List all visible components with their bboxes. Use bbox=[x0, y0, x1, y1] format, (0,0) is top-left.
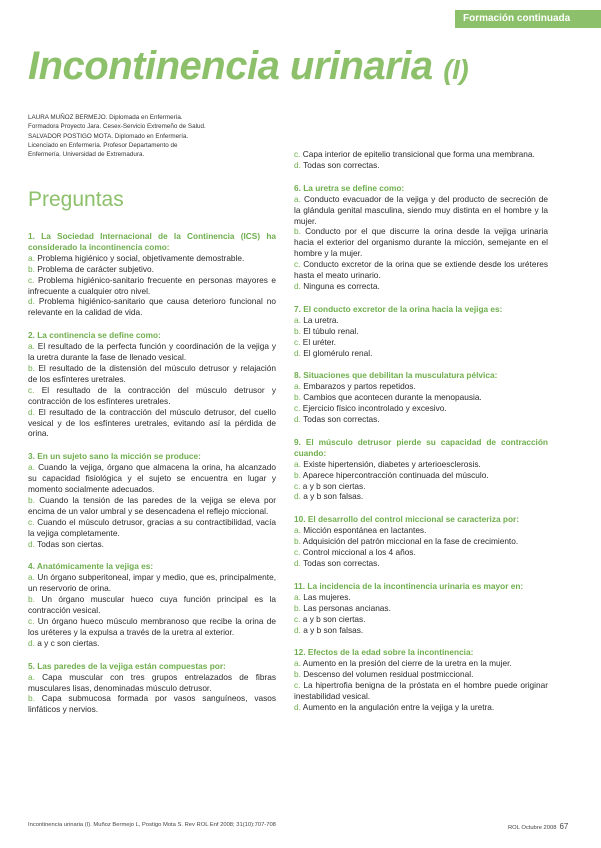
option-text: Cambios que acontecen durante la menopausia. bbox=[303, 392, 482, 403]
option-letter: c. bbox=[28, 274, 35, 285]
question-5-continuation bbox=[294, 149, 548, 171]
answer-option bbox=[294, 381, 548, 392]
option-letter: d. bbox=[294, 280, 301, 291]
question-block bbox=[28, 661, 276, 716]
answer-option bbox=[294, 481, 548, 492]
answer-option bbox=[294, 414, 548, 425]
answer-option bbox=[28, 572, 276, 594]
option-letter: a. bbox=[28, 572, 35, 583]
option-letter: c. bbox=[294, 149, 301, 159]
question-text: 6. La uretra se define como: bbox=[294, 182, 405, 193]
question-text: 2. La continencia se define como: bbox=[28, 330, 161, 341]
answer-option bbox=[294, 592, 548, 603]
option-text: Aumento en la angulación entre la vejiga y la uretra. bbox=[302, 701, 495, 712]
option-letter: b. bbox=[294, 602, 301, 613]
option-letter: b. bbox=[28, 263, 35, 274]
answer-option bbox=[28, 385, 276, 407]
option-letter: d. bbox=[294, 491, 301, 502]
option-text: Todas son correctas. bbox=[303, 159, 380, 170]
option-letter: d. bbox=[294, 347, 301, 358]
question-text: 10. El desarrollo del control miccional se caracteriza por: bbox=[294, 514, 520, 525]
option-text: a y c son ciertas. bbox=[37, 637, 100, 648]
answer-option bbox=[28, 495, 276, 517]
option-text: a y b son ciertas. bbox=[302, 613, 366, 624]
option-text: Cuando la tensión de las paredes de la vejiga se eleva por encima de un valor umbral y se desencadena el reflejo miccional. bbox=[28, 494, 277, 516]
option-letter: c. bbox=[294, 613, 301, 624]
author-line: Licenciado en Enfermería. Profesor Departamento de bbox=[28, 141, 178, 149]
answer-option bbox=[294, 348, 548, 359]
answer-option bbox=[28, 672, 276, 694]
answer-option bbox=[28, 275, 276, 297]
option-text: Capa muscular con tres grupos entrelazados de fibras musculares lisas, denominadas músculo detrusor. bbox=[28, 671, 276, 693]
answer-option bbox=[294, 470, 548, 481]
option-letter: b. bbox=[28, 693, 35, 704]
option-letter: d. bbox=[28, 296, 35, 307]
option-letter: a. bbox=[294, 314, 301, 325]
option-text: El resultado de la contracción del músculo detrusor y contracción de los esfínteres uretrales. bbox=[28, 384, 276, 406]
answer-option bbox=[294, 326, 548, 337]
question-block bbox=[294, 304, 548, 359]
question-block bbox=[294, 581, 548, 636]
option-letter: a. bbox=[28, 341, 35, 352]
answer-option bbox=[28, 693, 276, 715]
option-text: Ninguna es correcta. bbox=[303, 280, 380, 291]
answer-option bbox=[28, 462, 276, 495]
answer-option bbox=[294, 680, 548, 702]
answer-option bbox=[294, 614, 548, 625]
option-letter: a. bbox=[28, 671, 35, 682]
option-text: Capa submucosa formada por vasos sanguíneos, vasos linfáticos y nervios. bbox=[28, 693, 277, 715]
question-text: 12. Efectos de la edad sobre la incontinencia: bbox=[294, 647, 474, 658]
option-text: Todas son correctas. bbox=[303, 414, 380, 425]
answer-option bbox=[294, 658, 548, 669]
option-letter: b. bbox=[294, 325, 301, 336]
question-block bbox=[294, 183, 548, 292]
answer-option bbox=[294, 337, 548, 348]
question-text: 11. La incidencia de la incontinencia urinaria es mayor en: bbox=[294, 580, 524, 591]
option-letter: a. bbox=[28, 252, 35, 263]
answer-option bbox=[28, 341, 276, 363]
option-letter: c. bbox=[294, 403, 301, 414]
answer-option bbox=[294, 547, 548, 558]
journal-issue: ROL Octubre 2008 bbox=[508, 825, 557, 831]
answer-option bbox=[294, 403, 548, 414]
answer-option bbox=[294, 702, 548, 713]
title-part: (I) bbox=[443, 54, 469, 85]
option-letter: d. bbox=[294, 624, 301, 635]
answer-option bbox=[28, 253, 276, 264]
option-text: Descenso del volumen residual postmiccional. bbox=[303, 669, 474, 680]
answer-option bbox=[28, 363, 276, 385]
answer-option bbox=[294, 536, 548, 547]
option-text: a y b son ciertas. bbox=[302, 480, 366, 491]
footer-journal bbox=[508, 822, 568, 831]
option-text: El túbulo renal. bbox=[303, 325, 359, 336]
answer-option bbox=[294, 259, 548, 281]
option-text: Conducto excretor de la orina que se extiende desde los uréteres hasta el meato urinario. bbox=[294, 259, 548, 281]
option-letter: a. bbox=[294, 658, 301, 669]
question-block bbox=[294, 370, 548, 425]
option-letter: a. bbox=[294, 591, 301, 602]
answer-option bbox=[294, 315, 548, 326]
option-text: Aparece hipercontracción continuada del músculo. bbox=[302, 469, 489, 480]
left-column bbox=[28, 231, 276, 727]
option-letter: c. bbox=[28, 384, 35, 395]
option-letter: a. bbox=[28, 462, 35, 473]
option-text: Las personas ancianas. bbox=[303, 602, 391, 613]
option-letter: b. bbox=[28, 594, 35, 605]
question-block bbox=[294, 647, 548, 712]
article-title bbox=[28, 44, 468, 89]
answer-option bbox=[294, 669, 548, 680]
question-block bbox=[294, 437, 548, 502]
option-text: Aumento en la presión del cierre de la uretra en la mujer. bbox=[302, 658, 512, 669]
answer-option bbox=[28, 264, 276, 275]
title-main: Incontinencia urinaria bbox=[28, 44, 433, 88]
option-text: Existe hipertensión, diabetes y arterioesclerosis. bbox=[303, 458, 481, 469]
option-letter: b. bbox=[294, 392, 301, 403]
answer-option bbox=[294, 160, 548, 171]
question-text: 7. El conducto excretor de la orina hacia la vejiga es: bbox=[294, 303, 503, 314]
author-line: SALVADOR POSTIGO MOTA. Diplomado en Enfermería. bbox=[28, 132, 189, 140]
option-text: Un órgano muscular hueco cuya función principal es la contracción vesical. bbox=[28, 594, 277, 616]
option-letter: b. bbox=[294, 536, 301, 547]
option-text: Problema higiénico y social, objetivamente demostrable. bbox=[37, 252, 245, 263]
answer-option bbox=[294, 459, 548, 470]
answer-option bbox=[28, 616, 276, 638]
option-text: Conducto evacuador de la vejiga y del producto de secreción de la glándula genital masculina, siendo muy distinta en el hombre y la mujer. bbox=[294, 193, 548, 226]
option-text: Un órgano subperitoneal, impar y medio, que es, principalmente, un reservorio de orina. bbox=[28, 572, 276, 594]
option-letter: b. bbox=[28, 362, 35, 373]
option-text: El glomérulo renal. bbox=[303, 347, 373, 358]
question-text: 1. La Sociedad Internacional de la Continencia (ICS) ha considerado la incontinencia como: bbox=[28, 231, 276, 252]
answer-option bbox=[294, 558, 548, 569]
answer-option bbox=[28, 539, 276, 550]
answer-option bbox=[294, 194, 548, 227]
answer-option bbox=[28, 407, 276, 440]
option-text: Embarazos y partos repetidos. bbox=[303, 381, 416, 392]
right-questions bbox=[294, 183, 548, 713]
answer-option bbox=[294, 491, 548, 502]
option-letter: b. bbox=[28, 494, 35, 505]
option-text: Todas son ciertas. bbox=[37, 538, 104, 549]
option-letter: b. bbox=[294, 226, 301, 237]
page-number: 67 bbox=[559, 822, 569, 831]
option-letter: b. bbox=[294, 669, 301, 680]
question-block bbox=[28, 231, 276, 318]
question-block bbox=[28, 451, 276, 549]
answer-option bbox=[294, 392, 548, 403]
option-letter: d. bbox=[294, 159, 301, 170]
option-letter: d. bbox=[28, 538, 35, 549]
option-letter: c. bbox=[28, 516, 35, 527]
option-text: Conducto por el que discurre la orina desde la vejiga urinaria hacia el exterior del organismo durante la micción, semejante en el hombre y la mujer. bbox=[294, 226, 548, 259]
option-letter: d. bbox=[294, 414, 301, 425]
option-text: La uretra. bbox=[303, 314, 339, 325]
answer-option bbox=[28, 517, 276, 539]
answer-option bbox=[28, 296, 276, 318]
author-block bbox=[28, 113, 268, 159]
option-text: Un órgano hueco músculo membranoso que recibe la orina de los uréteres y la expulsa a través de la uretra al exterior. bbox=[28, 616, 276, 637]
option-letter: c. bbox=[294, 480, 301, 491]
option-letter: a. bbox=[294, 525, 301, 536]
option-text: Adquisición del patrón miccional en la fase de crecimiento. bbox=[302, 536, 519, 547]
question-block bbox=[28, 330, 276, 439]
option-text: Las mujeres. bbox=[303, 591, 351, 602]
question-text: 4. Anatómicamente la vejiga es: bbox=[28, 561, 154, 572]
option-text: Todas son correctas. bbox=[303, 558, 380, 568]
answer-option bbox=[28, 638, 276, 649]
question-text: 9. El músculo detrusor pierde su capacidad de contracción cuando: bbox=[294, 436, 548, 458]
option-text: El uréter. bbox=[302, 336, 336, 347]
option-text: El resultado de la contracción del músculo detrusor, del cuello vesical y de los esfínteres uretrales, evitando así la pérdida de orina. bbox=[28, 406, 276, 439]
option-letter: d. bbox=[28, 406, 35, 417]
option-letter: b. bbox=[294, 469, 301, 480]
option-text: Capa interior de epitelio transicional que forma una membrana. bbox=[302, 149, 535, 159]
option-text: El resultado de la perfecta función y coordinación de la vejiga y la uretra durante la fase de llenado vesical. bbox=[28, 341, 276, 363]
option-text: La hipertrofia benigna de la próstata en el hombre puede originar inestabilidad vesical. bbox=[294, 680, 548, 702]
option-text: El resultado de la distensión del músculo detrusor y relajación de los esfínteres uretrales. bbox=[28, 362, 276, 384]
right-column bbox=[294, 149, 548, 725]
option-letter: a. bbox=[294, 193, 301, 204]
answer-option bbox=[294, 603, 548, 614]
option-letter: c. bbox=[294, 547, 301, 558]
author-line: Formadora Proyecto Jara. Cesex-Servicio Extremeño de Salud. bbox=[28, 123, 206, 131]
option-text: Problema higiénico-sanitario frecuente en personas mayores e infrecuente a cualquier otro nivel. bbox=[28, 274, 276, 296]
author-line: Enfermería. Universidad de Extremadura. bbox=[28, 151, 145, 159]
option-text: Problema higiénico-sanitario que causa deterioro funcional no relevante en la calidad de vida. bbox=[28, 296, 276, 318]
option-letter: d. bbox=[294, 558, 301, 568]
question-block bbox=[28, 561, 276, 648]
option-letter: d. bbox=[294, 701, 301, 712]
option-letter: a. bbox=[294, 458, 301, 469]
option-letter: d. bbox=[28, 637, 35, 648]
option-text: Control miccional a los 4 años. bbox=[302, 547, 416, 558]
answer-option bbox=[294, 625, 548, 636]
answer-option bbox=[294, 525, 548, 536]
author-line: LAURA MUÑOZ BERMEJO. Diplomada en Enfermería. bbox=[28, 114, 183, 121]
footer-citation: Incontinencia urinaria (I). Muñoz Bermejo L, Postigo Mota S. Rev ROL Enf 2008; 31(10):707-708 bbox=[28, 822, 276, 828]
option-letter: c. bbox=[294, 680, 301, 691]
option-text: a y b son falsas. bbox=[303, 624, 364, 635]
answer-option bbox=[294, 281, 548, 292]
option-letter: a. bbox=[294, 381, 301, 392]
section-heading: Preguntas bbox=[28, 188, 124, 211]
question-text: 3. En un sujeto sano la micción se produce: bbox=[28, 451, 201, 462]
option-text: Problema de carácter subjetivo. bbox=[37, 263, 154, 274]
answer-option bbox=[294, 226, 548, 259]
answer-option bbox=[294, 149, 548, 160]
option-letter: c. bbox=[294, 336, 301, 347]
question-block bbox=[294, 514, 548, 569]
answer-option bbox=[28, 594, 276, 616]
question-text: 8. Situaciones que debilitan la musculatura pélvica: bbox=[294, 370, 498, 381]
option-text: Cuando la vejiga, órgano que almacena la orina, ha alcanzado su capacidad fisiológica y el sujeto se encuentra en lugar y momento socialmente adecuados. bbox=[28, 462, 276, 495]
option-letter: c. bbox=[294, 259, 301, 270]
question-text: 5. Las paredes de la vejiga están compuestas por: bbox=[28, 660, 226, 671]
option-text: Cuando el músculo detrusor, gracias a su contractibilidad, vacía la vejiga completamente. bbox=[28, 516, 276, 538]
section-tag: Formación continuada bbox=[455, 10, 601, 28]
option-letter: c. bbox=[28, 616, 35, 626]
option-text: a y b son falsas. bbox=[303, 491, 364, 502]
option-text: Micción espontánea en lactantes. bbox=[303, 525, 427, 536]
option-text: Ejercicio físico incontrolado y excesivo. bbox=[302, 403, 447, 414]
